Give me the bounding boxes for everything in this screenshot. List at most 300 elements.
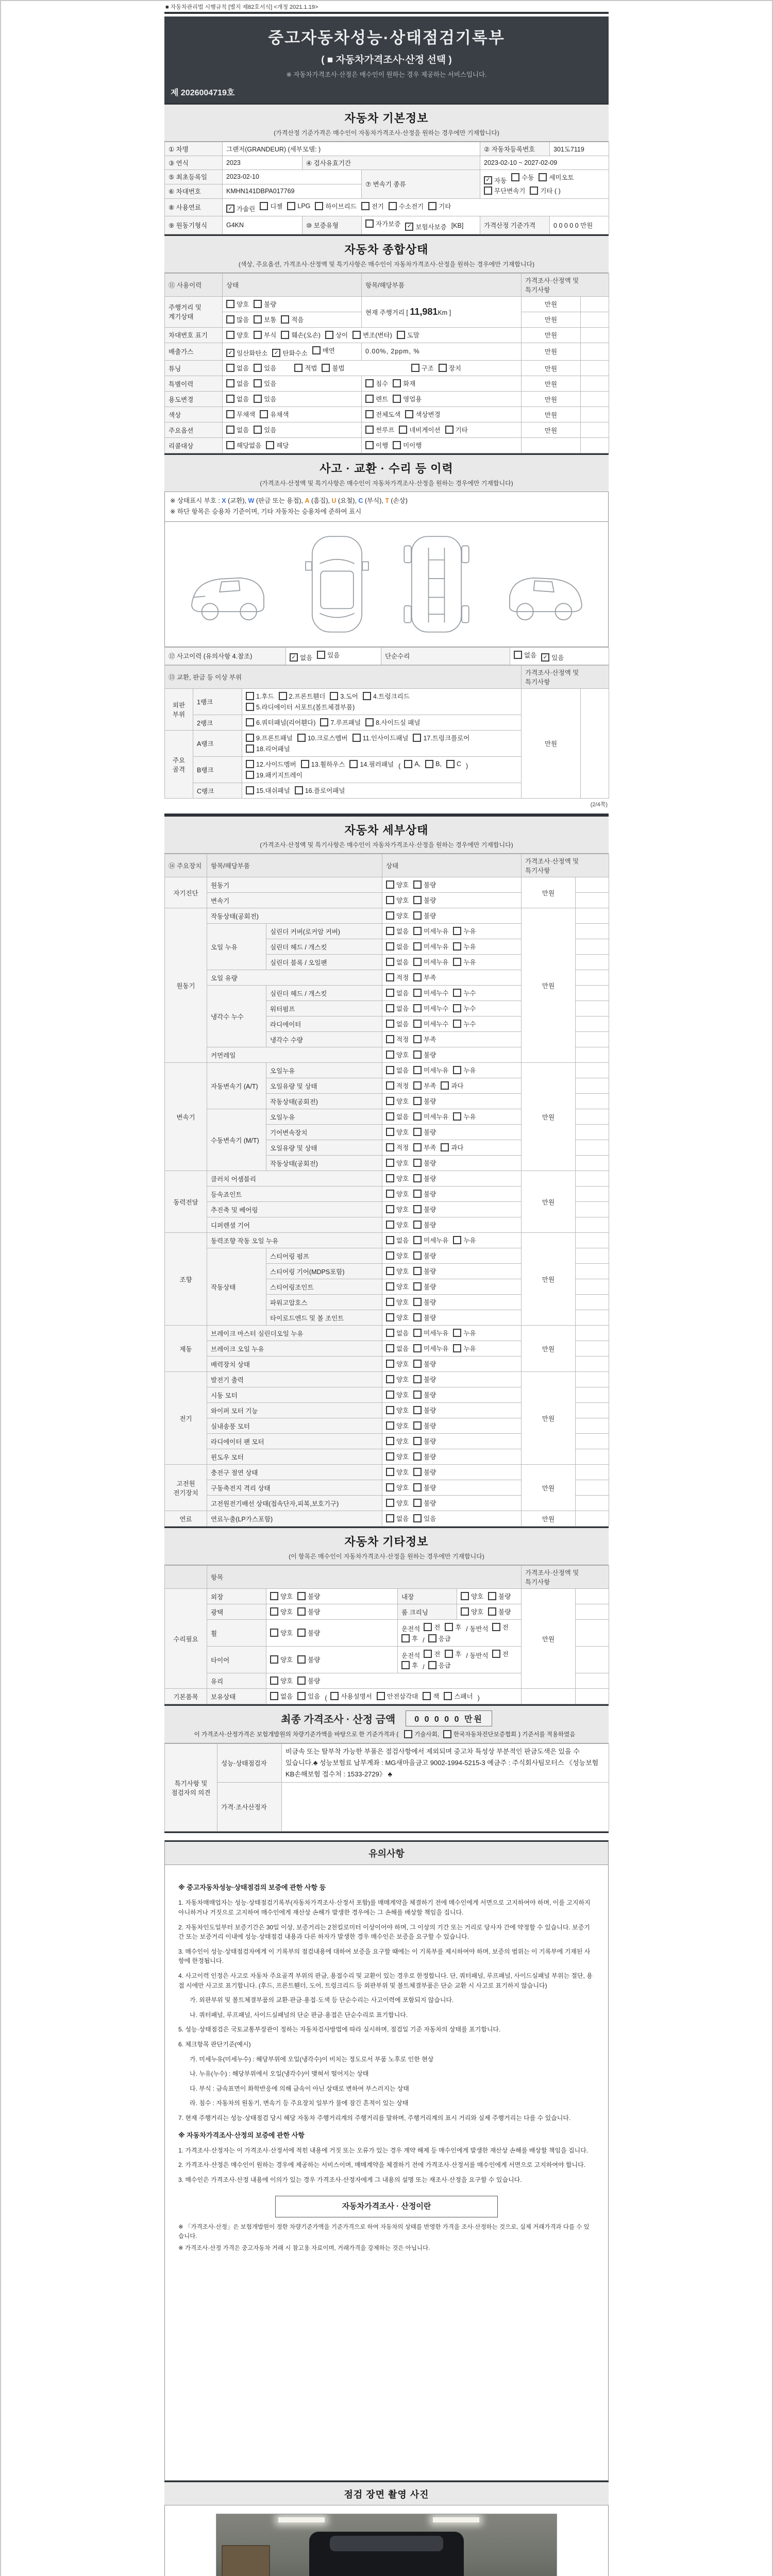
unchecked-checkbox[interactable] [386, 958, 394, 966]
checkbox-option-있음[interactable] [317, 650, 340, 659]
checkbox-option-양호[interactable] [386, 1483, 409, 1492]
checkbox-option-적정[interactable] [386, 1143, 409, 1152]
checkbox-option-세미오토[interactable] [539, 173, 574, 182]
unchecked-checkbox[interactable] [246, 744, 254, 753]
checkbox-option-수동[interactable] [511, 173, 534, 182]
checkbox-option-후[interactable] [401, 1660, 418, 1670]
checkbox-option-적법[interactable] [294, 363, 317, 372]
checkbox-option-양호[interactable] [386, 1127, 409, 1137]
unchecked-checkbox[interactable] [386, 1483, 394, 1492]
unchecked-checkbox[interactable] [386, 1143, 394, 1151]
unchecked-checkbox[interactable] [453, 1344, 461, 1352]
checkbox-option-불량[interactable] [413, 1483, 436, 1492]
unchecked-checkbox[interactable] [413, 1499, 422, 1507]
checkbox-option-기술사회,[interactable] [404, 1730, 439, 1738]
unchecked-checkbox[interactable] [270, 1592, 278, 1600]
unchecked-checkbox[interactable] [424, 1650, 432, 1658]
checkbox-option-응급[interactable] [428, 1660, 451, 1670]
checkbox-option-없음[interactable] [386, 1112, 409, 1121]
checkbox-option-양호[interactable] [386, 1251, 409, 1260]
checked-checkbox[interactable]: ✓ [290, 653, 298, 662]
unchecked-checkbox[interactable] [386, 1066, 394, 1074]
unchecked-checkbox[interactable] [254, 300, 262, 308]
unchecked-checkbox[interactable] [413, 1468, 422, 1476]
unchecked-checkbox[interactable] [511, 173, 519, 181]
unchecked-checkbox[interactable] [297, 734, 306, 742]
unchecked-checkbox[interactable] [365, 395, 374, 403]
checkbox-option-3.도어[interactable] [330, 691, 358, 701]
checkbox-option-불량[interactable] [413, 1436, 436, 1446]
checkbox-option-양호[interactable] [386, 1050, 409, 1059]
checkbox-option-불량[interactable] [413, 1189, 436, 1198]
checkbox-option-미세누유[interactable] [413, 926, 448, 936]
checkbox-option-불량[interactable] [413, 1127, 436, 1137]
checkbox-option-하이브리드[interactable] [315, 201, 356, 211]
checkbox-option-미세누수[interactable] [413, 1019, 448, 1028]
checkbox-option-한국자동차진단보증협회[interactable] [443, 1730, 516, 1738]
unchecked-checkbox[interactable] [386, 1421, 394, 1430]
unchecked-checkbox[interactable] [413, 1221, 422, 1229]
checkbox-option-자가보증[interactable] [365, 219, 400, 228]
unchecked-checkbox[interactable] [453, 942, 461, 951]
unchecked-checkbox[interactable] [386, 1267, 394, 1275]
checkbox-option-2.프론트휀더[interactable] [279, 691, 326, 701]
unchecked-checkbox[interactable] [393, 441, 401, 449]
unchecked-checkbox[interactable] [413, 927, 422, 935]
checkbox-option-양호[interactable] [386, 1498, 409, 1507]
unchecked-checkbox[interactable] [294, 364, 303, 372]
checkbox-option-안전삼각대[interactable] [377, 1691, 418, 1701]
checkbox-option-15.대쉬패널[interactable] [246, 786, 290, 795]
checkbox-option-양호[interactable] [270, 1607, 293, 1616]
checkbox-option-영업용[interactable] [393, 394, 422, 403]
unchecked-checkbox[interactable] [453, 1020, 461, 1028]
unchecked-checkbox[interactable] [413, 1020, 422, 1028]
unchecked-checkbox[interactable] [413, 1282, 422, 1291]
unchecked-checkbox[interactable] [413, 989, 422, 997]
checkbox-option-불량[interactable] [413, 1452, 436, 1461]
checkbox-option-없음[interactable] [386, 1004, 409, 1013]
checkbox-option-불량[interactable] [297, 1628, 320, 1637]
unchecked-checkbox[interactable] [386, 1081, 394, 1090]
unchecked-checkbox[interactable] [349, 760, 358, 768]
unchecked-checkbox[interactable] [428, 1634, 436, 1642]
unchecked-checkbox[interactable] [413, 1514, 422, 1522]
unchecked-checkbox[interactable] [386, 1020, 394, 1028]
unchecked-checkbox[interactable] [279, 692, 287, 700]
unchecked-checkbox[interactable] [413, 880, 422, 889]
checkbox-option-불량[interactable] [413, 1405, 436, 1415]
checkbox-option-불량[interactable] [413, 895, 436, 905]
checked-checkbox[interactable]: ✓ [484, 176, 492, 184]
unchecked-checkbox[interactable] [413, 1174, 422, 1182]
unchecked-checkbox[interactable] [530, 187, 538, 195]
unchecked-checkbox[interactable] [377, 1692, 385, 1700]
unchecked-checkbox[interactable] [270, 1629, 278, 1637]
checkbox-option-양호[interactable] [270, 1628, 293, 1637]
unchecked-checkbox[interactable] [386, 1344, 394, 1352]
unchecked-checkbox[interactable] [446, 760, 455, 768]
unchecked-checkbox[interactable] [295, 786, 303, 794]
unchecked-checkbox[interactable] [386, 1159, 394, 1167]
checkbox-option-부족[interactable] [413, 1035, 436, 1044]
checkbox-option-불량[interactable] [297, 1607, 320, 1616]
unchecked-checkbox[interactable] [297, 1592, 306, 1600]
unchecked-checkbox[interactable] [386, 1128, 394, 1136]
checkbox-option-양호[interactable] [270, 1655, 293, 1664]
checkbox-option-부족[interactable] [413, 973, 436, 982]
unchecked-checkbox[interactable] [320, 718, 328, 726]
checkbox-option-전[interactable] [424, 1649, 440, 1658]
checkbox-option-있음[interactable] [541, 653, 564, 662]
unchecked-checkbox[interactable] [386, 1406, 394, 1414]
unchecked-checkbox[interactable] [386, 1205, 394, 1213]
checkbox-option-없음[interactable] [386, 1235, 409, 1245]
checkbox-option-양호[interactable] [386, 1205, 409, 1214]
checkbox-option-누유[interactable] [453, 1344, 476, 1353]
unchecked-checkbox[interactable] [413, 942, 422, 951]
unchecked-checkbox[interactable] [260, 202, 268, 210]
checkbox-option-부족[interactable] [413, 1081, 436, 1090]
unchecked-checkbox[interactable] [453, 989, 461, 997]
unchecked-checkbox[interactable] [317, 651, 325, 659]
unchecked-checkbox[interactable] [413, 1081, 422, 1090]
unchecked-checkbox[interactable] [413, 1190, 422, 1198]
checkbox-option-18.리어패널[interactable] [246, 744, 290, 753]
unchecked-checkbox[interactable] [413, 1452, 422, 1461]
unchecked-checkbox[interactable] [453, 1112, 461, 1121]
unchecked-checkbox[interactable] [386, 896, 394, 904]
checkbox-option-전체도색[interactable] [365, 410, 400, 419]
unchecked-checkbox[interactable] [445, 1650, 453, 1658]
unchecked-checkbox[interactable] [386, 942, 394, 951]
checkbox-option-양호[interactable] [226, 330, 249, 340]
unchecked-checkbox[interactable] [401, 1661, 410, 1669]
unchecked-checkbox[interactable] [281, 331, 289, 339]
checkbox-option-양호[interactable] [386, 1158, 409, 1167]
unchecked-checkbox[interactable] [363, 692, 371, 700]
checkbox-option-미세누유[interactable] [413, 957, 448, 967]
unchecked-checkbox[interactable] [413, 958, 422, 966]
unchecked-checkbox[interactable] [413, 1066, 422, 1074]
unchecked-checkbox[interactable] [539, 173, 547, 181]
unchecked-checkbox[interactable] [254, 315, 262, 324]
checkbox-option-누유[interactable] [453, 926, 476, 936]
unchecked-checkbox[interactable] [488, 1592, 496, 1600]
checkbox-option-양호[interactable] [270, 1591, 293, 1601]
unchecked-checkbox[interactable] [386, 1282, 394, 1291]
checkbox-option-불량[interactable] [413, 1498, 436, 1507]
checkbox-option-미세누유[interactable] [413, 1112, 448, 1121]
unchecked-checkbox[interactable] [413, 896, 422, 904]
checkbox-option-후[interactable] [401, 1634, 418, 1643]
unchecked-checkbox[interactable] [386, 1375, 394, 1383]
unchecked-checkbox[interactable] [413, 1406, 422, 1414]
checkbox-option-유채색[interactable] [260, 410, 289, 419]
checkbox-option-불량[interactable] [413, 1390, 436, 1399]
unchecked-checkbox[interactable] [424, 1623, 432, 1631]
unchecked-checkbox[interactable] [297, 1629, 306, 1637]
checkbox-option-없음[interactable] [386, 1019, 409, 1028]
checkbox-option-기타[interactable] [445, 425, 468, 434]
checkbox-option-없음[interactable] [226, 425, 249, 434]
checkbox-option-변조(변타)[interactable] [352, 330, 392, 340]
checkbox-option-없음[interactable] [386, 1344, 409, 1353]
checkbox-option-수소전기[interactable] [389, 201, 424, 211]
checkbox-option-사용설명서[interactable] [330, 1691, 372, 1701]
checkbox-option-불량[interactable] [413, 1266, 436, 1276]
unchecked-checkbox[interactable] [405, 410, 413, 418]
unchecked-checkbox[interactable] [254, 395, 262, 403]
unchecked-checkbox[interactable] [270, 1655, 278, 1664]
unchecked-checkbox[interactable] [226, 300, 234, 308]
checkbox-option-상이[interactable] [325, 330, 348, 340]
unchecked-checkbox[interactable] [281, 315, 289, 324]
unchecked-checkbox[interactable] [492, 1650, 500, 1658]
checkbox-option-미세누수[interactable] [413, 1004, 448, 1013]
checkbox-option-10.크로스멤버[interactable] [297, 733, 348, 742]
checkbox-option-없음[interactable] [226, 394, 249, 403]
checkbox-option-썬루프[interactable] [365, 425, 394, 434]
checkbox-option-LPG[interactable] [287, 202, 310, 210]
checked-checkbox[interactable]: ✓ [541, 653, 549, 662]
unchecked-checkbox[interactable] [386, 1468, 394, 1476]
unchecked-checkbox[interactable] [386, 1298, 394, 1306]
unchecked-checkbox[interactable] [393, 395, 401, 403]
checkbox-option-무단변속기[interactable] [484, 186, 525, 195]
unchecked-checkbox[interactable] [461, 1592, 469, 1600]
checkbox-option-누유[interactable] [453, 1328, 476, 1337]
checkbox-option-있음[interactable] [254, 379, 276, 388]
checkbox-option-양호[interactable] [386, 1390, 409, 1399]
unchecked-checkbox[interactable] [322, 364, 330, 372]
checkbox-option-불량[interactable] [297, 1655, 320, 1664]
unchecked-checkbox[interactable] [361, 202, 369, 210]
unchecked-checkbox[interactable] [488, 1607, 496, 1616]
unchecked-checkbox[interactable] [453, 1329, 461, 1337]
unchecked-checkbox[interactable] [413, 1112, 422, 1121]
checkbox-option-불량[interactable] [413, 1096, 436, 1106]
unchecked-checkbox[interactable] [441, 1081, 449, 1090]
unchecked-checkbox[interactable] [297, 1676, 306, 1685]
checkbox-option-도말[interactable] [397, 330, 419, 340]
checkbox-option-미세누유[interactable] [413, 942, 448, 951]
checkbox-option-화재[interactable] [393, 379, 415, 388]
checkbox-option-누수[interactable] [453, 988, 476, 997]
unchecked-checkbox[interactable] [413, 1097, 422, 1105]
unchecked-checkbox[interactable] [386, 1004, 394, 1012]
checkbox-option-적음[interactable] [281, 315, 304, 324]
checkbox-option-미세누수[interactable] [413, 988, 448, 997]
unchecked-checkbox[interactable] [443, 1730, 451, 1738]
checkbox-option-13.휠하우스[interactable] [301, 759, 345, 769]
unchecked-checkbox[interactable] [315, 202, 323, 210]
checkbox-option-12.사이드멤버[interactable] [246, 759, 296, 769]
unchecked-checkbox[interactable] [260, 410, 268, 418]
checkbox-option-많음[interactable] [226, 315, 249, 324]
checkbox-option-과다[interactable] [441, 1143, 463, 1152]
unchecked-checkbox[interactable] [386, 1050, 394, 1059]
unchecked-checkbox[interactable] [411, 364, 419, 372]
checkbox-option-C[interactable] [446, 760, 461, 768]
checkbox-option-전기[interactable] [361, 201, 384, 211]
unchecked-checkbox[interactable] [453, 1236, 461, 1244]
checkbox-option-양호[interactable] [386, 1452, 409, 1461]
unchecked-checkbox[interactable] [266, 441, 274, 449]
checkbox-option-불량[interactable] [413, 1359, 436, 1368]
unchecked-checkbox[interactable] [254, 379, 262, 387]
unchecked-checkbox[interactable] [270, 1692, 278, 1700]
checkbox-option-전[interactable] [492, 1649, 509, 1658]
checkbox-option-양호[interactable] [386, 880, 409, 889]
unchecked-checkbox[interactable] [386, 927, 394, 935]
unchecked-checkbox[interactable] [386, 880, 394, 889]
checkbox-option-양호[interactable] [386, 1313, 409, 1322]
unchecked-checkbox[interactable] [413, 1004, 422, 1012]
unchecked-checkbox[interactable] [386, 1452, 394, 1461]
unchecked-checkbox[interactable] [453, 927, 461, 935]
unchecked-checkbox[interactable] [330, 1692, 339, 1700]
unchecked-checkbox[interactable] [413, 1298, 422, 1306]
unchecked-checkbox[interactable] [444, 1692, 452, 1700]
unchecked-checkbox[interactable] [386, 1236, 394, 1244]
checkbox-option-불량[interactable] [488, 1607, 511, 1616]
checkbox-option-7.루프패널[interactable] [320, 718, 361, 727]
checkbox-option-없음[interactable] [386, 926, 409, 936]
checkbox-option-5.라디에이터 서포트(볼트체결부품)[interactable] [246, 702, 355, 711]
checkbox-option-응급[interactable] [428, 1634, 451, 1643]
checkbox-option-불량[interactable] [413, 1158, 436, 1167]
unchecked-checkbox[interactable] [413, 1391, 422, 1399]
checkbox-option-양호[interactable] [386, 911, 409, 920]
unchecked-checkbox[interactable] [413, 1329, 422, 1337]
checkbox-option-미세누유[interactable] [413, 1344, 448, 1353]
checkbox-option-자동[interactable] [484, 176, 507, 185]
checkbox-option-색상변경[interactable] [405, 410, 440, 419]
unchecked-checkbox[interactable] [428, 1661, 436, 1669]
unchecked-checkbox[interactable] [254, 426, 262, 434]
checked-checkbox[interactable]: ✓ [226, 205, 234, 213]
checkbox-option-양호[interactable] [226, 299, 249, 309]
checkbox-option-16.플로어패널[interactable] [295, 786, 345, 795]
checkbox-option-보험사보증[interactable] [405, 222, 446, 231]
unchecked-checkbox[interactable] [413, 1267, 422, 1275]
unchecked-checkbox[interactable] [365, 441, 374, 449]
unchecked-checkbox[interactable] [413, 1159, 422, 1167]
checkbox-option-불량[interactable] [413, 1205, 436, 1214]
unchecked-checkbox[interactable] [445, 426, 453, 434]
unchecked-checkbox[interactable] [492, 1623, 500, 1631]
checkbox-option-9.프론트패널[interactable] [246, 733, 293, 742]
unchecked-checkbox[interactable] [246, 771, 254, 779]
checkbox-option-17.트렁크플로어[interactable] [413, 733, 469, 742]
unchecked-checkbox[interactable] [246, 718, 254, 726]
unchecked-checkbox[interactable] [226, 426, 234, 434]
checkbox-option-불량[interactable] [413, 1282, 436, 1291]
checkbox-option-양호[interactable] [386, 1266, 409, 1276]
checkbox-option-양호[interactable] [386, 1467, 409, 1477]
unchecked-checkbox[interactable] [270, 1676, 278, 1685]
unchecked-checkbox[interactable] [297, 1655, 306, 1664]
unchecked-checkbox[interactable] [226, 331, 234, 339]
checkbox-option-누유[interactable] [453, 1112, 476, 1121]
unchecked-checkbox[interactable] [484, 187, 492, 195]
unchecked-checkbox[interactable] [297, 1692, 306, 1700]
checkbox-option-양호[interactable] [386, 1359, 409, 1368]
checkbox-option-8.사이드실 패널[interactable] [365, 718, 420, 727]
checkbox-option-양호[interactable] [270, 1676, 293, 1685]
unchecked-checkbox[interactable] [386, 1251, 394, 1260]
unchecked-checkbox[interactable] [287, 202, 295, 210]
checkbox-option-불량[interactable] [413, 1220, 436, 1229]
unchecked-checkbox[interactable] [428, 202, 436, 210]
checkbox-option-있음[interactable] [254, 363, 276, 372]
unchecked-checkbox[interactable] [386, 1499, 394, 1507]
unchecked-checkbox[interactable] [413, 1035, 422, 1043]
checkbox-option-무채색[interactable] [226, 410, 255, 419]
unchecked-checkbox[interactable] [413, 1313, 422, 1321]
checked-checkbox[interactable]: ✓ [405, 223, 413, 231]
checkbox-option-없음[interactable] [386, 1065, 409, 1075]
checkbox-option-전[interactable] [424, 1622, 440, 1632]
unchecked-checkbox[interactable] [301, 760, 309, 768]
checkbox-option-미세누유[interactable] [413, 1235, 448, 1245]
checkbox-option-부족[interactable] [413, 1143, 436, 1152]
unchecked-checkbox[interactable] [393, 379, 401, 387]
checkbox-option-적정[interactable] [386, 1035, 409, 1044]
unchecked-checkbox[interactable] [386, 1329, 394, 1337]
checkbox-option-불량[interactable] [413, 1313, 436, 1322]
checkbox-option-누유[interactable] [453, 957, 476, 967]
checkbox-option-기타 ( )[interactable] [530, 186, 560, 195]
checkbox-option-적정[interactable] [386, 973, 409, 982]
checked-checkbox[interactable]: ✓ [226, 349, 234, 357]
unchecked-checkbox[interactable] [254, 364, 262, 372]
unchecked-checkbox[interactable] [404, 1730, 412, 1738]
unchecked-checkbox[interactable] [386, 1437, 394, 1445]
checkbox-option-렌트[interactable] [365, 394, 388, 403]
checkbox-option-불량[interactable] [254, 299, 276, 309]
unchecked-checkbox[interactable] [397, 331, 405, 339]
unchecked-checkbox[interactable] [461, 1607, 469, 1616]
unchecked-checkbox[interactable] [404, 760, 412, 768]
checkbox-option-미세누유[interactable] [413, 1328, 448, 1337]
checkbox-option-미이행[interactable] [393, 440, 422, 450]
unchecked-checkbox[interactable] [425, 760, 433, 768]
unchecked-checkbox[interactable] [413, 1344, 422, 1352]
unchecked-checkbox[interactable] [399, 426, 407, 434]
checkbox-option-누수[interactable] [453, 1004, 476, 1013]
unchecked-checkbox[interactable] [413, 1437, 422, 1445]
checkbox-option-가솔린[interactable] [226, 204, 255, 213]
checkbox-option-양호[interactable] [386, 1220, 409, 1229]
checkbox-option-일산화탄소[interactable] [226, 348, 267, 358]
unchecked-checkbox[interactable] [226, 410, 234, 418]
unchecked-checkbox[interactable] [423, 1692, 431, 1700]
checkbox-option-없음[interactable] [270, 1691, 293, 1701]
checkbox-option-있음[interactable] [297, 1691, 320, 1701]
checkbox-option-B,[interactable] [425, 760, 442, 768]
unchecked-checkbox[interactable] [413, 1251, 422, 1260]
checkbox-option-미세누유[interactable] [413, 1065, 448, 1075]
unchecked-checkbox[interactable] [325, 331, 333, 339]
unchecked-checkbox[interactable] [246, 692, 254, 700]
checkbox-option-구조[interactable] [411, 363, 434, 372]
unchecked-checkbox[interactable] [246, 786, 254, 794]
checkbox-option-양호[interactable] [461, 1607, 483, 1616]
checkbox-option-불량[interactable] [413, 880, 436, 889]
checkbox-option-스패너[interactable] [444, 1691, 473, 1701]
